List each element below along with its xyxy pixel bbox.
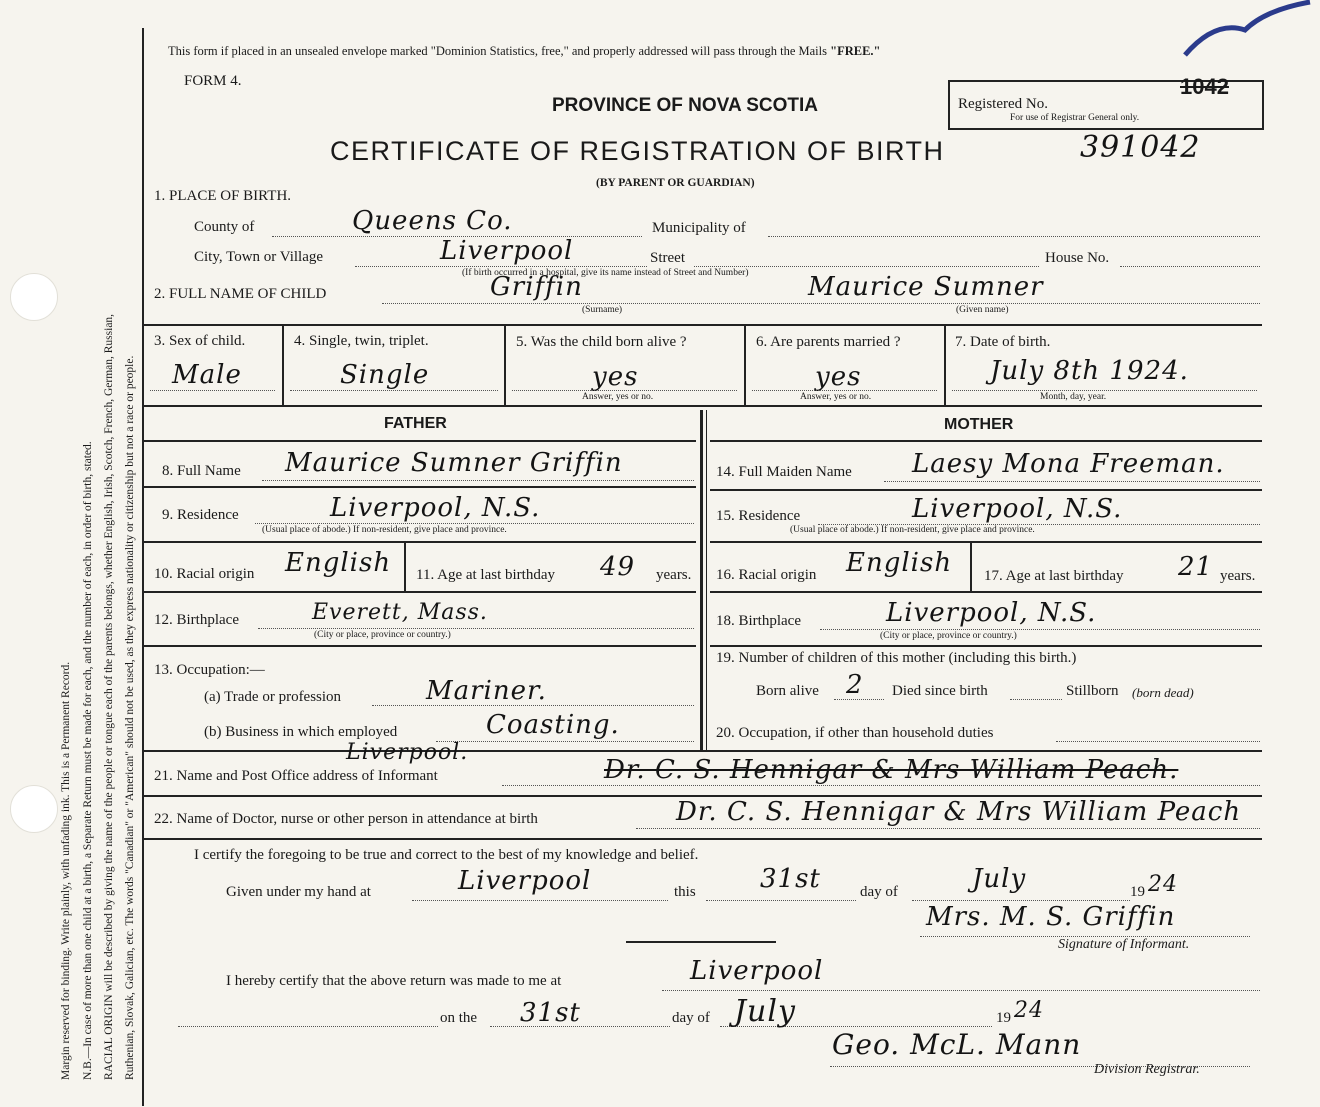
form-left-border (142, 28, 144, 1106)
plurality-label: 4. Single, twin, triplet. (294, 333, 429, 349)
certify-month-line (912, 900, 1130, 901)
mother-race-value: English (846, 548, 953, 578)
divider-3-4 (282, 324, 284, 405)
mother-residence-note: (Usual place of abode.) If non-resident, give place and province. (790, 525, 1035, 535)
registrar-year-value: 24 (1014, 998, 1044, 1023)
registrar-signature-label: Division Registrar. (1094, 1062, 1200, 1077)
mother-children-label: 19. Number of children of this mother (including this birth.) (716, 650, 1077, 666)
given-place-value: Liverpool (458, 866, 592, 896)
born-alive-value: yes (592, 362, 639, 392)
father-residence-value: Liverpool, N.S. (330, 493, 541, 523)
father-birthplace-note: (City or place, province or country.) (314, 630, 451, 640)
street-label: Street (650, 250, 685, 266)
father-race-value: English (285, 548, 392, 578)
mother-occupation-label: 20. Occupation, if other than household duties (716, 725, 994, 741)
city-value: Liverpool (440, 236, 574, 266)
mail-notice: This form if placed in an unsealed envelope marked "Dominion Statistics, free," and properly addressed will pass through the Mails "FREE." (168, 44, 881, 58)
binding-hole-top (10, 273, 58, 321)
registrar-signature: Geo. McL. Mann (832, 1028, 1082, 1061)
margin-binding-note: Margin reserved for binding. Write plainly, with unfading ink. This is a Permanent Record. (60, 661, 72, 1080)
mother-race-label: 16. Racial origin (716, 567, 817, 583)
parents-center-divider-2 (706, 410, 707, 750)
dob-line (952, 390, 1257, 391)
married-note: Answer, yes or no. (800, 392, 872, 402)
father-business-value: Coasting. (486, 710, 620, 740)
mother-years-label: years. (1220, 568, 1256, 584)
certificate-title: CERTIFICATE OF REGISTRATION OF BIRTH (330, 136, 945, 166)
informant-signature: Mrs. M. S. Griffin (926, 902, 1176, 932)
child-surname-value: Griffin (490, 272, 583, 302)
born-alive-line (512, 390, 737, 391)
registration-number-handwritten: 391042 (1080, 130, 1201, 165)
certify-day-value: 31st (760, 864, 821, 894)
rule-below-22 (144, 838, 1262, 840)
registrar-statement: I hereby certify that the above return was made to me at (226, 973, 562, 989)
hospital-note: (If birth occurred in a hospital, give its name instead of Street and Number) (462, 268, 749, 278)
certify-year-value: 24 (1148, 872, 1178, 897)
registrar-day-value: 31st (520, 998, 581, 1028)
street-line (694, 266, 1039, 267)
rule-above-row3 (144, 324, 1262, 326)
mother-name-value: Laesy Mona Freeman. (912, 449, 1225, 479)
plurality-line (290, 390, 498, 391)
mother-rule-4 (710, 645, 1262, 647)
father-trade-label: (a) Trade or profession (204, 689, 342, 705)
parents-center-divider (700, 410, 703, 750)
father-race-divider (404, 541, 406, 591)
mother-birthplace-line (820, 629, 1260, 630)
married-line (752, 390, 937, 391)
municipality-label: Municipality of (652, 220, 746, 236)
certify-this-label: this (674, 884, 696, 900)
father-race-label: 10. Racial origin (154, 566, 255, 582)
father-name-value: Maurice Sumner Griffin (285, 448, 623, 478)
divider-5-6 (744, 324, 746, 405)
father-residence-line (255, 523, 694, 524)
born-alive-count-value: 2 (846, 670, 864, 700)
father-rule-4 (144, 645, 696, 647)
certify-day-line (706, 900, 856, 901)
born-alive-label: 5. Was the child born alive ? (516, 334, 687, 350)
informant-signature-label: Signature of Informant. (1058, 937, 1190, 952)
rule-below-row3 (144, 405, 1262, 407)
mother-occupation-line (1056, 741, 1260, 742)
born-alive-note: Answer, yes or no. (582, 392, 654, 402)
mother-birthplace-label: 18. Birthplace (716, 613, 801, 629)
father-name-line (262, 480, 694, 481)
father-name-label: 8. Full Name (162, 463, 241, 479)
mother-name-line (884, 481, 1260, 482)
mother-race-divider (970, 541, 972, 591)
registrar-day-of-label: day of (672, 1010, 710, 1026)
sex-line (150, 390, 275, 391)
plurality-value: Single (340, 360, 430, 390)
stillborn-label: Stillborn (1066, 683, 1119, 699)
stillborn-note: (born dead) (1132, 685, 1194, 700)
mother-birthplace-note: (City or place, province or country.) (880, 631, 1017, 641)
mother-heading-rule (710, 440, 1262, 442)
certify-separator (626, 941, 776, 943)
informant-line (502, 785, 1260, 786)
place-of-birth-heading: 1. PLACE OF BIRTH. (154, 188, 292, 204)
margin-racial-origin-note-1: RACIAL ORIGIN will be described by giving the name of the people or tongue each of the parents belongs, whether English, Irish, Scotch, French, German, Russian, (103, 313, 115, 1080)
certify-year-prefix: 19 (1130, 884, 1145, 900)
mother-birthplace-value: Liverpool, N.S. (886, 598, 1097, 628)
mother-rule-3 (710, 591, 1262, 593)
mother-rule-2 (710, 541, 1262, 543)
mother-name-label: 14. Full Maiden Name (716, 464, 852, 480)
father-business-line (436, 741, 694, 742)
father-age-label: 11. Age at last birthday (416, 567, 555, 583)
dob-note: Month, day, year. (1040, 392, 1107, 402)
divider-6-7 (944, 324, 946, 405)
given-place-line (412, 900, 668, 901)
father-years-label: years. (656, 567, 692, 583)
informant-struck-value: Dr. C. S. Hennigar & Mrs William Peach. (604, 755, 1179, 785)
father-residence-note: (Usual place of abode.) If non-resident, give place and province. (262, 525, 507, 535)
sex-value: Male (172, 360, 242, 390)
doctor-line (636, 828, 1260, 829)
sex-label: 3. Sex of child. (154, 333, 246, 349)
registered-number-label: Registered No. (958, 96, 1048, 112)
house-number-line (1120, 266, 1260, 267)
father-birthplace-value: Everett, Mass. (312, 600, 488, 625)
municipality-line (768, 236, 1260, 237)
child-name-line (382, 303, 1260, 304)
father-rule-2 (144, 541, 696, 543)
given-name-note: (Given name) (956, 305, 1009, 315)
registrar-year-prefix: 19 (996, 1010, 1011, 1026)
divider-4-5 (504, 324, 506, 405)
given-under-hand-label: Given under my hand at (226, 884, 371, 900)
mother-age-value: 21 (1178, 552, 1214, 582)
father-birthplace-label: 12. Birthplace (154, 612, 239, 628)
city-label: City, Town or Village (194, 249, 324, 265)
dob-value: July 8th 1924. (990, 356, 1189, 386)
mother-age-label: 17. Age at last birthday (984, 568, 1124, 584)
doctor-value: Dr. C. S. Hennigar & Mrs William Peach (676, 797, 1242, 827)
married-value: yes (815, 362, 862, 392)
province-title: PROVINCE OF NOVA SCOTIA (552, 95, 819, 116)
born-alive-count-label: Born alive (756, 683, 819, 699)
doctor-label: 22. Name of Doctor, nurse or other person in attendance at birth (154, 811, 538, 827)
father-heading-rule (144, 440, 696, 442)
surname-note: (Surname) (582, 305, 623, 315)
died-since-birth-line (1010, 699, 1062, 700)
married-label: 6. Are parents married ? (756, 334, 901, 350)
certify-statement: I certify the foregoing to be true and correct to the best of my knowledge and belief. (194, 847, 699, 863)
rule-above-21 (144, 750, 1262, 752)
county-value: Queens Co. (352, 206, 513, 236)
child-name-label: 2. FULL NAME OF CHILD (154, 286, 327, 302)
died-since-birth-label: Died since birth (892, 683, 988, 699)
certify-day-of-label: day of (860, 884, 898, 900)
registered-number-note: For use of Registrar General only. (1010, 113, 1140, 123)
margin-multiple-birth-note: N.B.—In case of more than one child at a birth, a Separate Return must be made for each, and the number of each, in order of birth, stated. (82, 441, 94, 1080)
mother-rule-1 (710, 489, 1262, 491)
form-number: FORM 4. (184, 73, 242, 89)
dob-label: 7. Date of birth. (955, 334, 1051, 350)
certificate-subtitle: (BY PARENT OR GUARDIAN) (596, 177, 755, 189)
margin-racial-origin-note-2: Ruthenian, Slovak, Galician, etc. The words "Canadian" or "American" should not be used, as they express nationality or citizenship but not a race or people. (124, 355, 136, 1080)
father-residence-label: 9. Residence (162, 507, 239, 523)
registrar-place-value: Liverpool (690, 956, 824, 986)
registrar-on-line-pre (178, 1026, 438, 1027)
registrar-place-line (662, 990, 1260, 991)
house-number-label: House No. (1045, 250, 1110, 266)
mother-residence-value: Liverpool, N.S. (912, 494, 1123, 524)
father-rule-1 (144, 486, 696, 488)
father-trade-value: Mariner. (426, 676, 547, 706)
certify-month-value: July (972, 864, 1027, 894)
mother-heading: MOTHER (944, 416, 1014, 433)
county-label: County of (194, 219, 255, 235)
registered-number-struck: 1042 (1180, 74, 1229, 99)
mother-residence-label: 15. Residence (716, 508, 801, 524)
binding-hole-bottom (10, 785, 58, 833)
city-line (355, 266, 647, 267)
father-age-value: 49 (600, 552, 636, 582)
father-birthplace-line (258, 628, 694, 629)
father-heading: FATHER (384, 415, 447, 432)
registrar-on-label: on the (440, 1010, 478, 1026)
registrar-month-value: July (734, 994, 796, 1029)
informant-place-value: Liverpool. (346, 740, 469, 765)
father-occupation-label: 13. Occupation:— (154, 662, 265, 678)
father-business-label: (b) Business in which employed (204, 724, 398, 740)
pen-check-mark (1175, 0, 1315, 60)
father-rule-3 (144, 591, 696, 593)
child-given-name-value: Maurice Sumner (808, 272, 1044, 302)
informant-label: 21. Name and Post Office address of Informant (154, 768, 438, 784)
